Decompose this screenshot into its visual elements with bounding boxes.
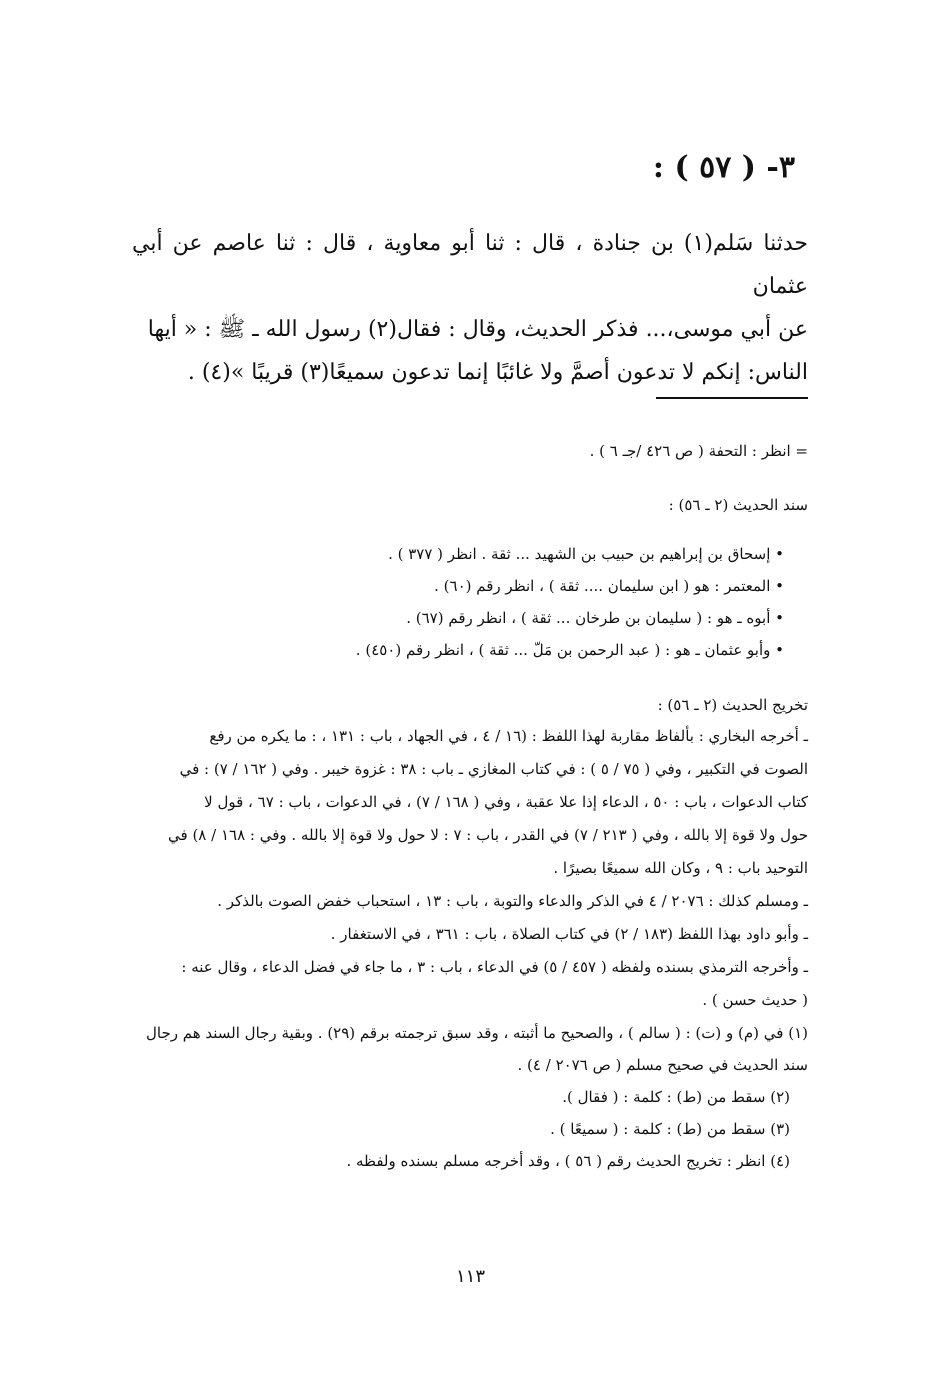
sanad-item: • إسحاق بن إبراهيم بن حبيب بن الشهيد ... ثقة . انظر ( ٣٧٧ ) . xyxy=(132,538,784,570)
footnote-continuation: سند الحديث في صحيح مسلم ( ص ٢٠٧٦ / ٤) . xyxy=(517,1056,808,1074)
takhrij-line: ـ ومسلم كذلك : ٢٠٧٦ / ٤ في الذكر والدعاء والتوبة ، باب : ١٣ ، استحباب خفض الصوت بالذكر . xyxy=(217,892,808,910)
hadith-text xyxy=(132,222,808,394)
sanad-item: • أبوه ـ هو : ( سليمان بن طرخان ... ثقة ) ، انظر رقم (٦٧) . xyxy=(132,602,784,634)
footnote: (١) في (م) و (ت) : ( سالم ) ، والصحيح ما أثبته ، وقد سبق ترجمته برقم (٢٩) . وبقية رجال السند هم رجال xyxy=(145,1024,808,1042)
footnote: (٤) انظر : تخريج الحديث رقم ( ٥٦ ) ، وقد أخرجه مسلم بسنده ولفظه . xyxy=(346,1152,790,1170)
takhrij-line: ـ وأبو داود بهذا اللفظ (١٨٣ / ٢) في كتاب الصلاة ، باب : ٣٦١ ، في الاستغفار . xyxy=(330,925,808,943)
hadith-number-heading: ٣- ( ٥٧ ) : xyxy=(652,150,795,185)
footnote: (٢) سقط من (ط) : كلمة : ( فقال ). xyxy=(562,1088,790,1106)
sanad-item: • وأبو عثمان ـ هو : ( عبد الرحمن بن مَلّ ... ثقة ) ، انظر رقم (٤٥٠) . xyxy=(132,634,784,666)
takhrij-line: ـ وأخرجه الترمذي بسنده ولفظه ( ٤٥٧ / ٥) في الدعاء ، باب : ٣ ، ما جاء في فضل الدعاء ، وقال عنه : xyxy=(181,958,808,976)
footnotes xyxy=(132,1017,808,1177)
hadith-line: الناس: إنكم لا تدعون أصمَّ ولا غائبًا إنما تدعون سميعًا(٣) قريبًا »(٤) . xyxy=(187,360,808,385)
sanad-title: سند الحديث (٢ ـ ٥٦) : xyxy=(668,496,808,514)
takhrij-line: التوحيد باب : ٩ ، وكان الله سميعًا بصيرًا . xyxy=(553,859,808,877)
page-number: ١١٣ xyxy=(455,1266,485,1287)
tuhfa-reference: = انظر : التحفة ( ص ٤٢٦ /جـ ٦ ) . xyxy=(589,442,808,460)
takhrij-title: تخريج الحديث (٢ ـ ٥٦) : xyxy=(657,696,808,714)
takhrij-line: حول ولا قوة إلا بالله ، وفي ( ٢١٣ / ٧) في القدر ، باب : ٧ : لا حول ولا قوة إلا بالله . وفي : ١٦٨ / ٨) في xyxy=(168,826,808,844)
takhrij-line: ( حديث حسن ) . xyxy=(702,991,808,1009)
takhrij-body xyxy=(132,720,808,1017)
takhrij-line: ـ أخرجه البخاري : بألفاظ مقاربة لهذا اللفظ : (١٦ / ٤ ، في الجهاد ، باب : ١٣١ ، : ما يكره من رفع xyxy=(209,727,808,745)
takhrij-line: كتاب الدعوات ، باب : ٥٠ ، الدعاء إذا علا عقبة ، وفي ( ١٦٨ / ٧) ، في الدعوات ، باب : ٦٧ ، قول لا xyxy=(204,793,808,811)
notes-section xyxy=(132,436,808,1177)
hadith-line: عن أبي موسى،... فذكر الحديث، وقال : فقال(٢) رسول الله ـ ﷺ : « أيها xyxy=(147,317,808,342)
footnote: (٣) سقط من (ط) : كلمة : ( سميعًا ) . xyxy=(550,1120,790,1138)
footnote-separator xyxy=(656,397,808,399)
takhrij-line: الصوت في التكبير ، وفي ( ٧٥ / ٥ ) : في كتاب المغازي ـ باب : ٣٨ : غزوة خيبر . وفي ( ١٦٢ / ٧) : في xyxy=(179,760,808,778)
sanad-list xyxy=(132,538,784,666)
hadith-line: حدثنا سَلم(١) بن جنادة ، قال : ثنا أبو معاوية ، قال : ثنا عاصم عن أبي عثمان xyxy=(132,231,809,299)
sanad-item: • المعتمر : هو ( ابن سليمان .... ثقة ) ، انظر رقم (٦٠) . xyxy=(132,570,784,602)
